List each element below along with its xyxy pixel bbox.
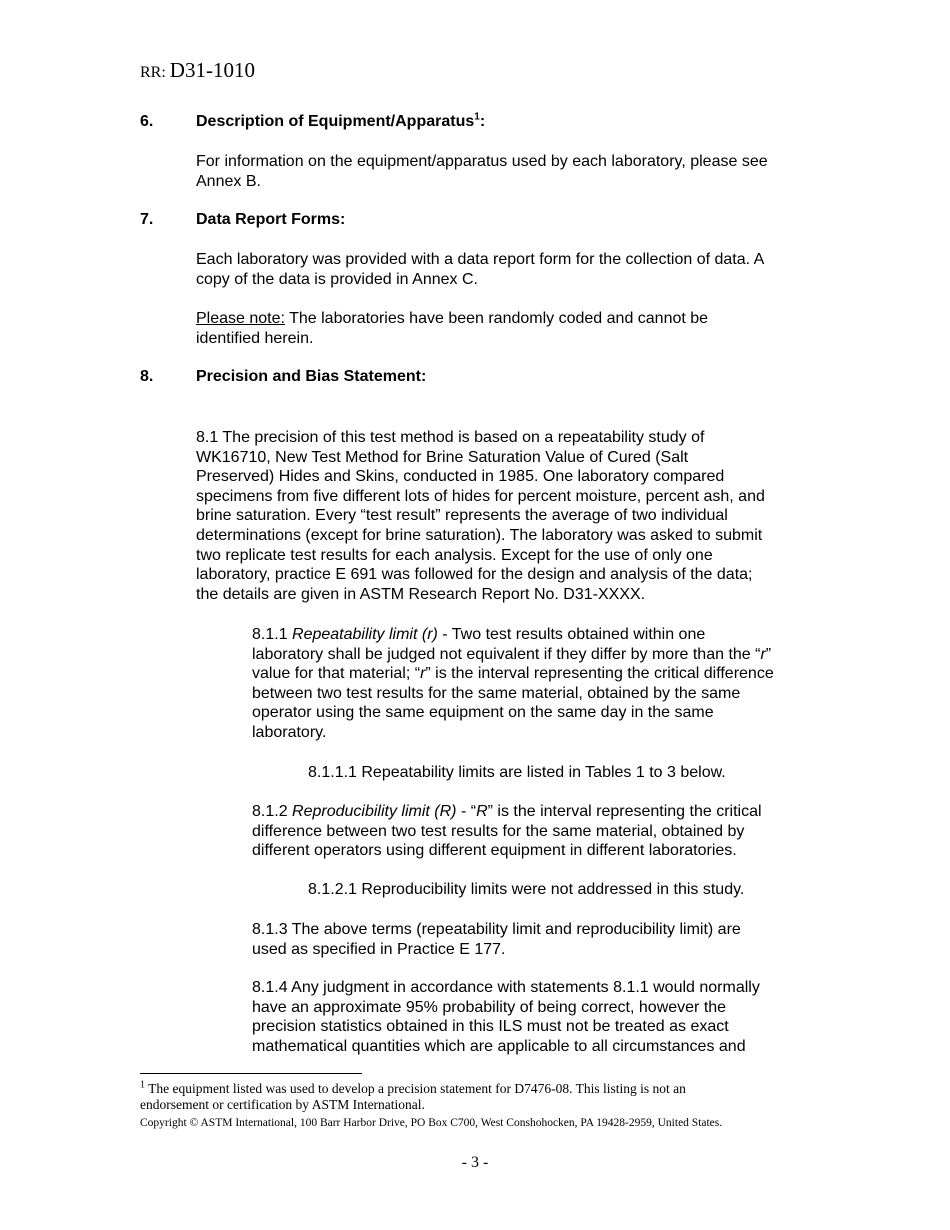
paragraph-8-1-4 (252, 978, 832, 1056)
text-line: For information on the equipment/apparatus used by each laboratory, please see (196, 153, 768, 170)
text-line: Annex B. (196, 172, 261, 190)
text-line: two replicate test results for each analysis. Except for the use of only one (196, 546, 713, 564)
text-line: 8.1.1.1 Repeatability limits are listed in Tables 1 to 3 below. (308, 764, 726, 781)
header-prefix: RR: (140, 64, 166, 81)
text-line: WK16710, New Test Method for Brine Saturation Value of Cured (Salt (196, 448, 689, 466)
section-7-number: 7. (140, 211, 154, 228)
section-8-number: 8. (140, 368, 154, 385)
text-line: 8.1 The precision of this test method is based on a repeatability study of (196, 429, 705, 446)
text-line: different operators using different equipment in different laboratories. (252, 842, 737, 860)
section-6-title-text: Description of Equipment/Apparatus (196, 113, 475, 130)
text-line: brine saturation. Every “test result” represents the average of two individual (196, 507, 728, 525)
section-6-title (196, 113, 485, 131)
text-line: operator using the same equipment on the same day in the same (252, 704, 714, 722)
copyright-notice: Copyright © ASTM International, 100 Barr Harbor Drive, PO Box C700, West Conshohocken, PA 19428-2959, United States. (140, 1117, 723, 1129)
report-header (140, 58, 255, 83)
page-number: - 3 - (461, 1154, 489, 1171)
note-label: Please note: (196, 310, 285, 327)
text-line: copy of the data is provided in Annex C. (196, 270, 478, 288)
section-6-title-suffix: : (479, 113, 486, 130)
text-line: have an approximate 95% probability of being correct, however the (252, 998, 727, 1016)
text-line: laboratory. (252, 723, 327, 741)
section-6-paragraph (196, 152, 836, 191)
text-line: determinations (except for brine saturation). The laboratory was asked to submit (196, 526, 763, 544)
text-line: 8.1.3 The above terms (repeatability limit and reproducibility limit) are (252, 921, 741, 938)
text-line: mathematical quantities which are applicable to all circumstances and (252, 1037, 746, 1055)
text-line: used as specified in Practice E 177. (252, 940, 506, 958)
section-7-paragraph (196, 250, 836, 289)
text-line: 8.1.4 Any judgment in accordance with statements 8.1.1 would normally (252, 979, 760, 996)
footnote-ref: 1 (474, 111, 480, 123)
term-reproducibility-limit: Reproducibility limit (R) (292, 803, 457, 820)
text-line (140, 1081, 686, 1097)
text-segment: ” (765, 645, 772, 663)
text-line (252, 664, 832, 684)
text-segment: - “ (456, 803, 477, 820)
text-line: specimens from five different lots of hides for percent moisture, percent ash, and (196, 487, 765, 505)
paragraph-8-1-1 (252, 625, 832, 743)
section-8-title: Precision and Bias Statement: (196, 368, 427, 385)
text-line: the details are given in ASTM Research Report No. D31-XXXX. (196, 585, 646, 603)
text-line (252, 802, 832, 822)
text-line (252, 645, 832, 665)
text-line: precision statistics obtained in this ILS must not be treated as exact (252, 1018, 729, 1036)
text-line: identified herein. (196, 329, 314, 347)
paragraph-8-1-1-1 (308, 763, 828, 783)
footnote-mark: 1 (140, 1079, 145, 1091)
paragraph-8-1-2-1 (308, 880, 828, 900)
paragraph-8-1-2 (252, 802, 832, 861)
note-text: The laboratories have been randomly coded and cannot be (284, 310, 709, 327)
text-segment: ” is the interval representing the critical difference (425, 665, 774, 683)
clause-number: 8.1.2 (252, 803, 293, 820)
text-line: 8.1.2.1 Reproducibility limits were not addressed in this study. (308, 881, 745, 898)
text-segment: value for that material; “ (252, 665, 421, 683)
footnote-separator (140, 1073, 362, 1074)
text-line: laboratory, practice E 691 was followed for the design and analysis of the data; (196, 566, 753, 584)
term-repeatability-limit: Repeatability limit (r) (292, 626, 438, 643)
text-line (196, 309, 836, 329)
text-line (252, 625, 832, 645)
section-7-note (196, 309, 836, 348)
text-line: Preserved) Hides and Skins, conducted in 1985. One laboratory compared (196, 468, 725, 486)
footnote (140, 1081, 686, 1113)
paragraph-8-1 (196, 428, 836, 604)
footnote-text: The equipment listed was used to develop a precision statement for D7476-08. This listing is not an (145, 1081, 686, 1096)
text-segment: - Two test results obtained within one (437, 626, 706, 643)
text-segment: laboratory shall be judged not equivalent if they differ by more than the “ (252, 645, 761, 663)
symbol-R: R (476, 803, 488, 820)
header-code: D31-1010 (169, 58, 255, 82)
text-line: endorsement or certification by ASTM International. (140, 1097, 425, 1112)
paragraph-8-1-3 (252, 920, 832, 959)
symbol-r: r (760, 645, 766, 663)
text-line: between two test results for the same material, obtained by the same (252, 684, 741, 702)
text-line: Each laboratory was provided with a data report form for the collection of data. A (196, 251, 765, 268)
section-6-number: 6. (140, 113, 154, 130)
clause-number: 8.1.1 (252, 626, 293, 643)
text-line: difference between two test results for the same material, obtained by (252, 822, 745, 840)
text-segment: ” is the interval representing the critical (487, 803, 762, 820)
symbol-r: r (420, 665, 426, 683)
section-7-title: Data Report Forms: (196, 211, 346, 228)
